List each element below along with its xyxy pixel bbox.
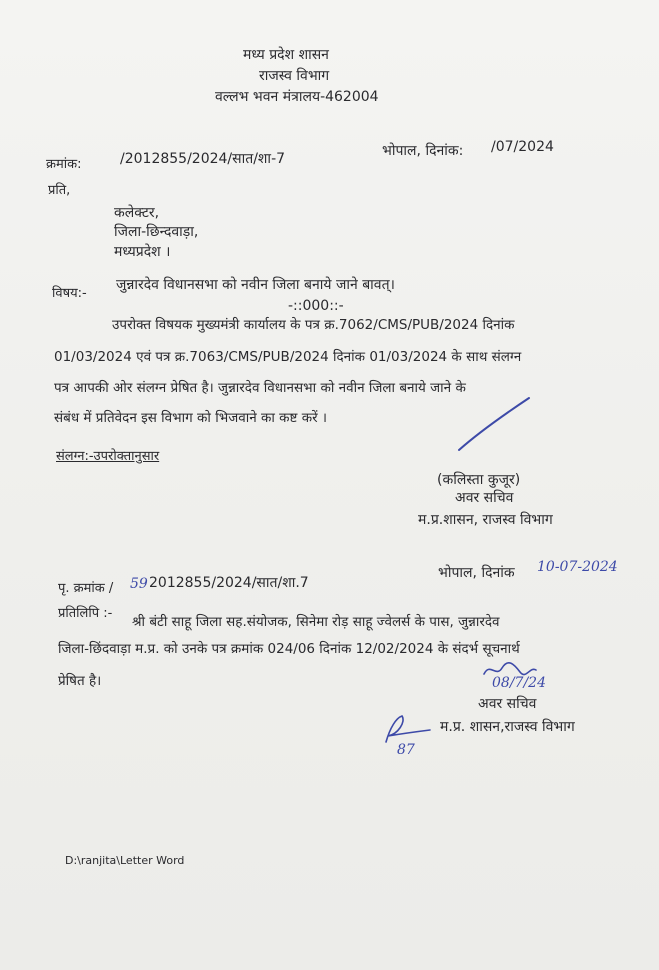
body-line: 01/03/2024 एवं पत्र क्र.7063/CMS/PUB/2024 दिनांक 01/03/2024 के साथ संलग्न bbox=[54, 349, 522, 365]
endorsement-kramank-number: 2012855/2024/सात/शा.7 bbox=[149, 575, 309, 591]
header-address: वल्लभ भवन मंत्रालय-462004 bbox=[215, 89, 379, 105]
copy-line: जिला-छिंदवाड़ा म.प्र. को उनके पत्र क्रमांक 024/06 दिनांक 12/02/2024 के संदर्भ सूचनार्थ bbox=[58, 641, 520, 657]
subject-text: जुन्नारदेव विधानसभा को नवीन जिला बनाये जाने बावत्। bbox=[116, 277, 395, 293]
copy-line: श्री बंटी साहू जिला सह.संयोजक, सिनेमा रोड़ साहू ज्वेलर्स के पास, जुन्नारदेव bbox=[132, 614, 500, 630]
header-government: मध्य प्रदेश शासन bbox=[243, 47, 329, 63]
signatory-office: म.प्र.शासन, राजस्व विभाग bbox=[418, 512, 553, 528]
body-line: उपरोक्त विषयक मुख्यमंत्री कार्यालय के पत्र क्र.7062/CMS/PUB/2024 दिनांक bbox=[112, 317, 515, 333]
signatory2-office: म.प्र. शासन,राजस्व विभाग bbox=[440, 719, 575, 735]
signatory-designation: अवर सचिव bbox=[455, 490, 514, 506]
handwritten-number: 59 bbox=[130, 576, 148, 592]
body-line: संबंध में प्रतिवेदन इस विभाग को भिजवाने का कष्ट करें । bbox=[54, 410, 327, 426]
recipient-line-2: जिला-छिन्दवाड़ा, bbox=[114, 224, 199, 240]
signatory-name: (कलिस्ता कुजूर) bbox=[437, 472, 521, 488]
handwritten-date: 10-07-2024 bbox=[537, 559, 618, 575]
subject-label: विषय:- bbox=[52, 286, 87, 301]
letter-date: /07/2024 bbox=[491, 139, 554, 155]
copy-label: प्रतिलिपि :- bbox=[58, 606, 113, 621]
recipient-line-3: मध्यप्रदेश । bbox=[114, 244, 171, 260]
signatory2-designation: अवर सचिव bbox=[478, 696, 537, 712]
prati-label: प्रति, bbox=[48, 183, 71, 198]
separator: -::000::- bbox=[288, 298, 344, 314]
handwritten-sign-date: 08/7/24 bbox=[492, 675, 546, 691]
signature-stroke bbox=[455, 394, 535, 454]
body-line: पत्र आपकी ओर संलग्न प्रेषित है। जुन्नारदेव विधानसभा को नवीन जिला बनाये जाने के bbox=[54, 380, 466, 396]
place-date-label: भोपाल, दिनांक: bbox=[382, 143, 464, 159]
handwritten-initials: 87 bbox=[397, 742, 415, 758]
endorsement-place-date-label: भोपाल, दिनांक bbox=[438, 565, 515, 581]
header-department: राजस्व विभाग bbox=[259, 68, 330, 84]
endorsement-kramank-label: पृ. क्रमांक / bbox=[58, 581, 114, 596]
enclosure-note: संलग्न:-उपरोक्तानुसार bbox=[56, 449, 160, 464]
kramank-label: क्रमांक: bbox=[46, 157, 82, 172]
kramank-number: /2012855/2024/सात/शा-7 bbox=[120, 151, 286, 167]
handwritten-mark bbox=[380, 712, 436, 746]
recipient-line-1: कलेक्टर, bbox=[114, 205, 160, 221]
copy-line: प्रेषित है। bbox=[58, 673, 102, 689]
file-path: D:\ranjita\Letter Word bbox=[65, 854, 185, 867]
